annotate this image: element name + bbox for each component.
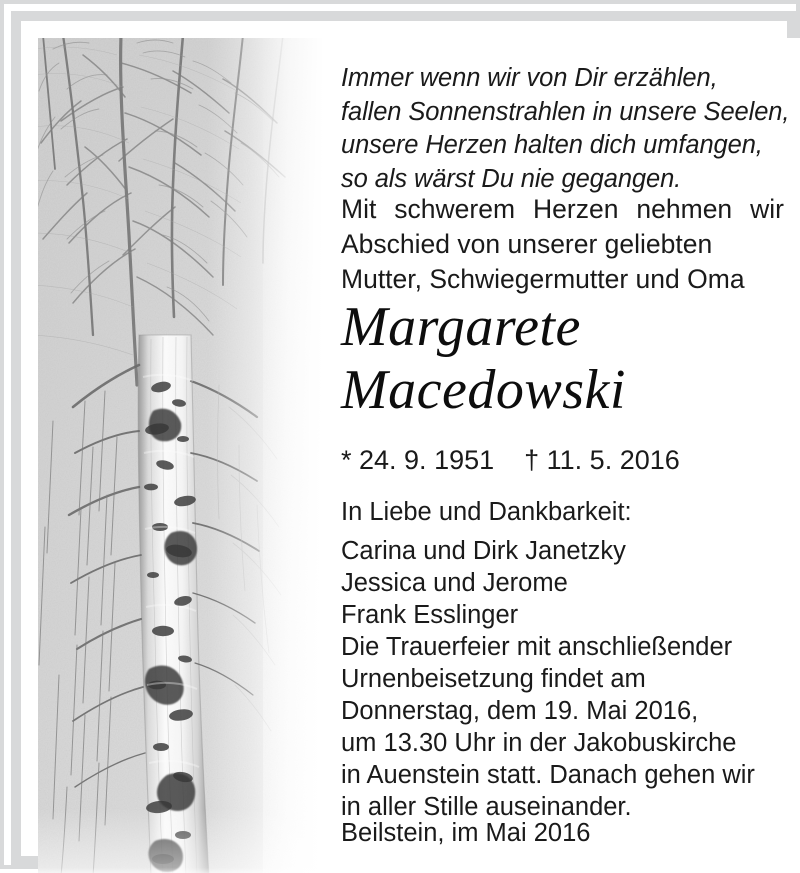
deceased-last-name: Macedowski <box>341 359 626 421</box>
birth-death-dates: * 24. 9. 1951 † 11. 5. 2016 <box>341 445 680 475</box>
ceremony-line: Urnenbeisetzung findet am <box>341 665 646 693</box>
survivor-line: Carina und Dirk Janetzky <box>341 537 626 565</box>
place-and-date: Beilstein, im Mai 2016 <box>341 819 591 847</box>
poem-line: Immer wenn wir von Dir erzählen, <box>341 64 718 92</box>
ceremony-line: um 13.30 Uhr in der Jakobuskirche <box>341 729 737 757</box>
poem-line: so als wärst Du nie gegangen. <box>341 164 682 193</box>
thanks-heading: In Liebe und Dankbarkeit: <box>341 498 632 526</box>
ceremony-line: in aller Stille auseinander. <box>341 793 632 821</box>
survivor-line: Jessica und Jerome <box>341 569 568 597</box>
birch-tree-photo <box>38 38 333 873</box>
memorial-poem <box>341 62 791 196</box>
notice-inner-frame <box>11 11 797 866</box>
farewell-intro <box>341 192 784 297</box>
deceased-name <box>341 296 791 422</box>
intro-line: Abschied von unserer geliebten <box>341 229 713 259</box>
obituary-card <box>38 38 800 873</box>
poem-line: fallen Sonnenstrahlen in unsere Seelen, <box>341 97 790 126</box>
ceremony-line: Die Trauerfeier mit anschließender <box>341 633 733 661</box>
deceased-first-name: Margarete <box>341 296 581 358</box>
obituary-text-column <box>341 38 796 873</box>
ceremony-line: in Auenstein statt. Danach gehen wir <box>341 761 755 789</box>
ceremony-line: Donnerstag, dem 19. Mai 2016, <box>341 697 699 725</box>
ceremony-details <box>341 631 796 823</box>
intro-line: Mutter, Schwiegermutter und Oma <box>341 264 745 294</box>
intro-line: Mit schwerem Herzen nehmen wir <box>341 194 784 224</box>
survivors-list <box>341 535 626 631</box>
survivor-line: Frank Esslinger <box>341 601 519 629</box>
poem-line: unsere Herzen halten dich umfangen, <box>341 131 763 159</box>
